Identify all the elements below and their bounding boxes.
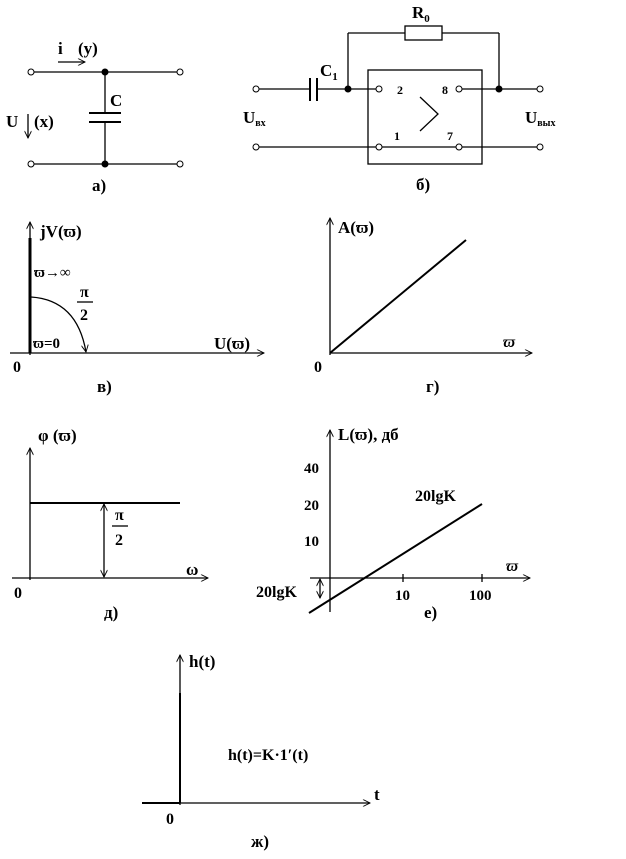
amplitude-line: [330, 240, 466, 353]
voltage-label: U: [6, 112, 19, 131]
pin-1: [376, 144, 382, 150]
infinity-label: ϖ→∞: [34, 265, 71, 281]
y-axis-label: φ (ϖ): [38, 426, 77, 445]
opamp-box: [368, 70, 482, 164]
caption-d: д): [104, 603, 119, 622]
current-label: i: [58, 39, 63, 58]
y-axis-label: h(t): [189, 652, 216, 671]
formula-label: h(t)=K·1′(t): [228, 747, 309, 764]
x-axis-label: U(ϖ): [214, 334, 251, 353]
caption-a: а): [92, 176, 107, 195]
panel-e-log-amplitude: [256, 425, 530, 622]
output-voltage-label: Uвых: [525, 108, 556, 129]
zero-label: ϖ=0: [33, 336, 61, 352]
panel-g-amplitude: [314, 218, 532, 396]
pi-denominator: 2: [80, 307, 88, 324]
resistor: [405, 26, 442, 40]
pin-2-label: 2: [397, 83, 403, 97]
panel-d-phase: [12, 426, 208, 622]
terminal: [253, 86, 259, 92]
terminal: [177, 69, 183, 75]
pin-8: [456, 86, 462, 92]
x-axis-label: t: [374, 785, 380, 804]
caption-zh: ж): [251, 832, 269, 851]
terminal: [253, 144, 259, 150]
origin-label: 0: [166, 811, 174, 828]
y-axis-label: L(ϖ), дб: [338, 425, 399, 444]
capacitor-label: $C_1$: [320, 61, 338, 83]
junction-dot: [496, 86, 503, 93]
resistor-label: $R_0$: [412, 3, 430, 25]
terminal: [28, 161, 34, 167]
pi-numerator: π: [80, 284, 89, 301]
terminal: [177, 161, 183, 167]
terminal: [537, 144, 543, 150]
caption-b: б): [416, 175, 431, 194]
line-label: 20lgK: [415, 488, 456, 505]
pin-1-label: 1: [394, 129, 400, 143]
panel-a-circuit: [6, 39, 183, 195]
pin-8-label: 8: [442, 83, 448, 97]
opamp-symbol: [420, 97, 438, 131]
pi-numerator: π: [115, 507, 124, 524]
x-axis-label: ω: [186, 560, 199, 579]
voltage-x-label: (x): [34, 112, 54, 131]
y-tick-label: 10: [304, 534, 319, 550]
panel-b-circuit: [243, 3, 556, 194]
junction-dot: [345, 86, 352, 93]
pin-2: [376, 86, 382, 92]
offset-label: 20lgK: [256, 584, 297, 601]
input-voltage-label: Uвх: [243, 108, 266, 129]
y-tick-label: 40: [304, 461, 319, 477]
caption-e: е): [424, 603, 438, 622]
current-y-label: (y): [78, 39, 98, 58]
origin-label: 0: [13, 359, 21, 376]
panel-zh-step-response: [142, 652, 380, 851]
origin-label: 0: [314, 359, 322, 376]
y-axis-label: A(ϖ): [338, 218, 375, 237]
x-axis-label: ϖ: [503, 334, 516, 351]
pin-7: [456, 144, 462, 150]
x-axis-label: ϖ: [506, 558, 519, 575]
y-axis-label: jV(ϖ): [40, 222, 82, 241]
caption-v: в): [97, 377, 112, 396]
x-tick-label: 100: [469, 588, 492, 604]
terminal: [28, 69, 34, 75]
y-tick-label: 20: [304, 498, 319, 514]
pi-denominator: 2: [115, 532, 123, 549]
x-tick-label: 10: [395, 588, 410, 604]
capacitor-label: C: [110, 91, 123, 110]
terminal: [537, 86, 543, 92]
panel-v-hodograph: [10, 222, 264, 396]
pin-7-label: 7: [447, 129, 453, 143]
caption-g: г): [426, 377, 440, 396]
origin-label: 0: [14, 585, 22, 602]
